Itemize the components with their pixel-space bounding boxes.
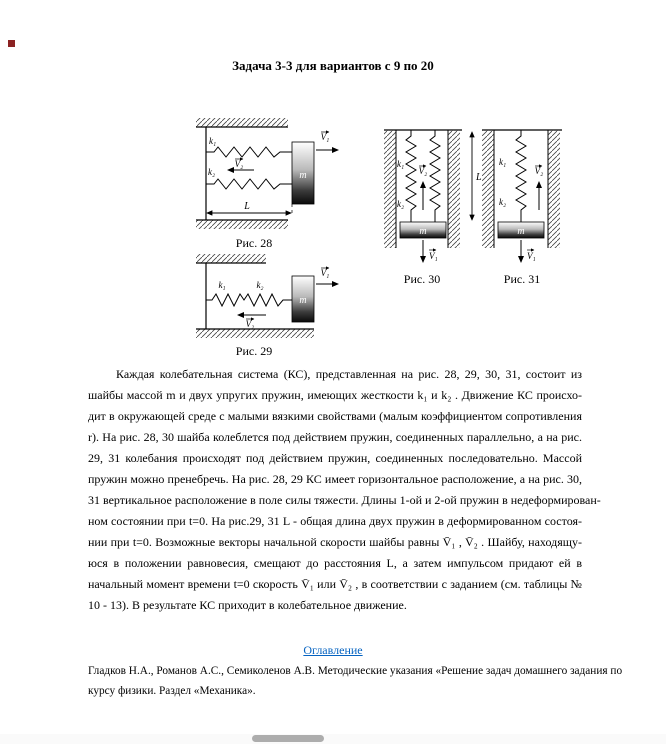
page-marker bbox=[8, 40, 15, 47]
problem-statement bbox=[88, 364, 601, 616]
mass-label: m bbox=[299, 295, 307, 306]
v1-label: V₁ bbox=[320, 268, 330, 278]
paragraph-line: ном состоянии при t=0. На рис.29, 31 L - общая длина двух пружин в деформированном состоя- bbox=[88, 514, 582, 528]
v1-label: V₁ bbox=[429, 251, 438, 261]
hatched-wall-left bbox=[384, 130, 396, 248]
paragraph-line: Каждая колебательная система (КС), представленная на рис. 28, 29, 30, 31, состоит из bbox=[116, 367, 582, 381]
k2-label: k₂ bbox=[499, 197, 507, 207]
mass-label: m bbox=[517, 226, 525, 237]
figure-28-diagram bbox=[192, 116, 342, 232]
k1-label: k₁ bbox=[397, 159, 405, 169]
spring-k1 bbox=[406, 130, 416, 222]
hatched-wall-left bbox=[482, 130, 494, 248]
hatched-wall-right bbox=[448, 130, 460, 248]
paragraph-line: 31 вертикальное расположение в поле силы тяжести. Длины 1-ой и 2-ой пружин в недеформирован- bbox=[88, 493, 601, 507]
spring-series-k1-k2 bbox=[516, 130, 526, 222]
spring-k2 bbox=[206, 179, 292, 189]
v2-label: V₂ bbox=[418, 166, 428, 176]
reference-block bbox=[88, 661, 623, 701]
figure-29-caption: Рис. 29 bbox=[235, 344, 273, 358]
figure-29-diagram bbox=[192, 252, 342, 342]
reference-line: курсу физики. Раздел «Механика». bbox=[88, 685, 256, 697]
hatched-wall-bottom bbox=[196, 220, 288, 229]
paragraph-line: дит в окружающей среде с малыми вязкими свойствами (малым коэффициентом сопротивления bbox=[88, 409, 582, 423]
problem-title: Задача 3-3 для вариантов с 9 по 20 bbox=[232, 58, 434, 73]
paragraph-line: пружин можно пренебречь. На рис. 28, 29 КС имеет горизонтальное расположение, а на рис. 30, bbox=[88, 472, 582, 486]
k1-label: k₁ bbox=[209, 136, 217, 146]
spring-k1 bbox=[206, 147, 292, 157]
v2-label: V₂ bbox=[245, 319, 255, 329]
paragraph-line: нии при t=0. Возможные векторы начальной скорости шайбы равны V̄₁ , V̄₂ . Шайбу, находящу- bbox=[88, 535, 582, 549]
v2-label: V₂ bbox=[234, 159, 244, 169]
reference-line: Гладков Н.А., Романов А.С., Семиколенов А.В. Методические указания «Решение задач домашнего задания по bbox=[88, 665, 623, 677]
k2-label: k₂ bbox=[208, 167, 216, 177]
k1-label: k₁ bbox=[218, 280, 226, 290]
k2-label: k₂ bbox=[397, 199, 405, 209]
hatched-wall-top bbox=[196, 254, 266, 263]
v1-label: V₁ bbox=[320, 132, 330, 142]
k2-label: k₂ bbox=[256, 280, 264, 290]
paragraph-line: шайбы массой m и двух упругих пружин, имеющих жесткости k₁ и k₂ . Движение КС происхо- bbox=[88, 388, 582, 402]
hatched-wall-top bbox=[196, 118, 288, 127]
mass-label: m bbox=[299, 170, 307, 181]
length-label: L bbox=[476, 172, 482, 183]
figure-31-caption: Рис. 31 bbox=[503, 272, 541, 286]
k1-label: k₁ bbox=[499, 157, 507, 167]
paragraph-line: 29, 31 колебания происходят под действием пружин, соединенных последовательно. Массой bbox=[88, 451, 582, 465]
toc-link-row bbox=[0, 643, 666, 658]
scrollbar-track[interactable] bbox=[0, 734, 666, 744]
paragraph-line: начальный момент времени t=0 скорость V̄₁ или V̄₂ , в соответствии с заданием (см. таблицы № bbox=[88, 577, 582, 591]
spring-series-k1-k2 bbox=[206, 294, 292, 306]
paragraph-line: юся в положении равновесия, смещают до расстояния L, а затем импульсом придают ей в bbox=[88, 556, 582, 570]
length-label: L bbox=[244, 201, 250, 212]
paragraph-line: 10 - 13). В результате КС приходит в колебательное движение. bbox=[88, 598, 407, 612]
paragraph-line: r). На рис. 28, 30 шайба колеблется под действием пружин, соединенных параллельно, а на рис. bbox=[88, 430, 582, 444]
mass-label: m bbox=[419, 226, 427, 237]
v1-label: V₁ bbox=[527, 251, 536, 261]
v2-label: V₂ bbox=[534, 166, 544, 176]
table-of-contents-link[interactable]: Оглавление bbox=[303, 643, 363, 657]
figure-28-caption: Рис. 28 bbox=[235, 236, 273, 250]
figure-30-31-diagram bbox=[382, 126, 567, 276]
horizontal-scrollbar-thumb[interactable] bbox=[252, 735, 324, 742]
hatched-wall-bottom bbox=[196, 329, 314, 338]
spring-k2 bbox=[430, 130, 440, 222]
figure-30-caption: Рис. 30 bbox=[403, 272, 441, 286]
hatched-wall-right bbox=[548, 130, 560, 248]
